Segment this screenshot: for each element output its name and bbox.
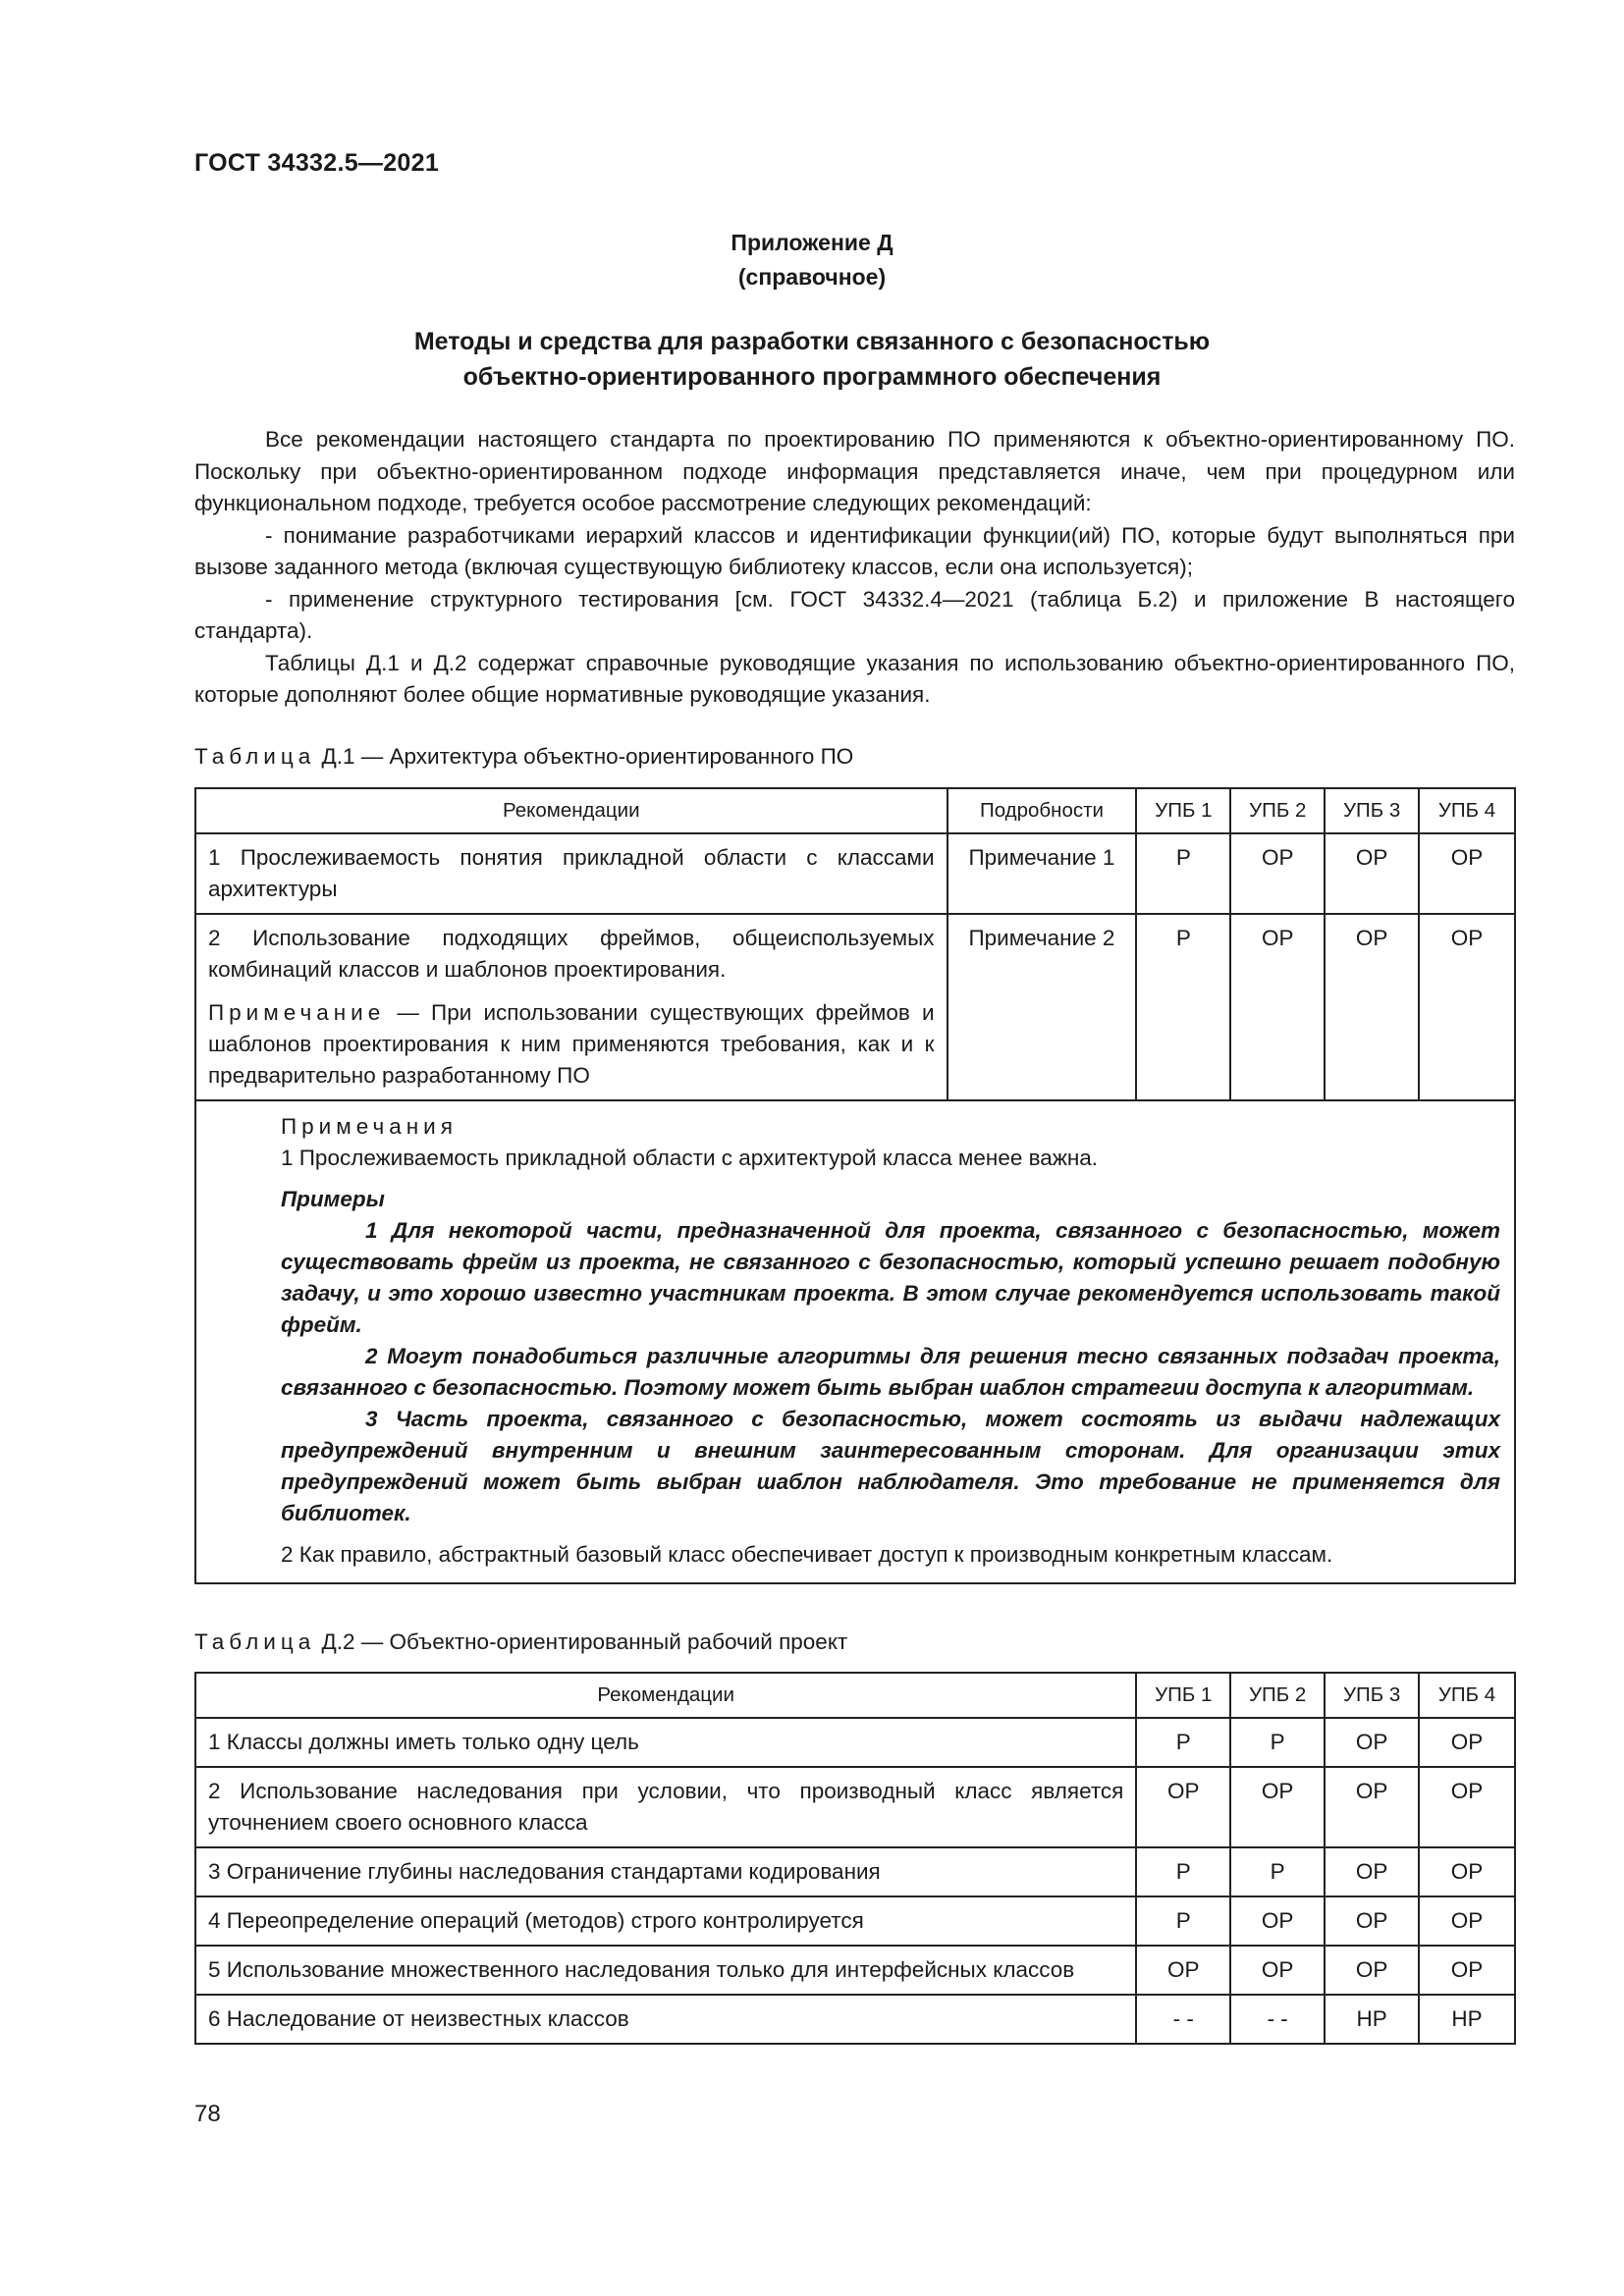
table2-upb-cell: ОР xyxy=(1230,1767,1325,1847)
table1-header-row xyxy=(195,788,1515,833)
table2-upb-cell: ОР xyxy=(1136,1946,1230,1995)
table2-upb-cell: ОР xyxy=(1419,1718,1515,1767)
table-row xyxy=(195,914,1515,1100)
table2-upb-cell: ОР xyxy=(1325,1767,1419,1847)
table2-upb-cell: ОР xyxy=(1325,1847,1419,1896)
table2-upb-cell: Р xyxy=(1136,1896,1230,1946)
table2-caption-word: Таблица xyxy=(194,1629,316,1654)
table1-notes-cell xyxy=(195,1100,1515,1583)
appendix-heading xyxy=(0,226,1624,294)
table1-rec-cell: 1 Прослеживаемость понятия прикладной области с классами архитектуры xyxy=(195,833,947,914)
table1-upb-cell: ОР xyxy=(1230,914,1325,1100)
inline-note-text: — При использовании существующих фреймов и шаблонов проектирования к ним применяются требования, как и к предварительно разработанному ПО xyxy=(208,1000,935,1088)
table1-upb-cell: Р xyxy=(1136,833,1230,914)
table2-rec-cell: 2 Использование наследования при условии, что производный класс является уточнением своего основного класса xyxy=(195,1767,1136,1847)
appendix-subtitle: (справочное) xyxy=(737,264,887,290)
table-row xyxy=(195,1995,1515,2044)
table1-caption xyxy=(194,744,853,770)
table1-header-cell: УПБ 2 xyxy=(1230,788,1325,833)
table2-upb-cell: - - xyxy=(1230,1995,1325,2044)
table-row xyxy=(195,1847,1515,1896)
table2-rec-cell: 3 Ограничение глубины наследования стандартами кодирования xyxy=(195,1847,1136,1896)
examples-heading: Примеры xyxy=(281,1187,385,1211)
table2-rec-cell: 6 Наследование от неизвестных классов xyxy=(195,1995,1136,2044)
page-number: 78 xyxy=(194,2101,221,2127)
table2-upb-cell: ОР xyxy=(1325,1896,1419,1946)
section-title xyxy=(0,324,1624,395)
example-item: 3 Часть проекта, связанного с безопасностью, может состоять из выдачи надлежащих предупреждений внутренним и внешним заинтересованным сторонам. Для организации этих предупреждений может быть выбран шаблон наблюдателя. Это требование не применяется для библиотек. xyxy=(281,1407,1500,1525)
table2-header-cell: Рекомендации xyxy=(195,1673,1136,1718)
table1-upb-cell: ОР xyxy=(1419,833,1515,914)
table2-upb-cell: Р xyxy=(1136,1847,1230,1896)
table1-upb-cell: ОР xyxy=(1325,833,1419,914)
table2-upb-cell: ОР xyxy=(1325,1946,1419,1995)
table-row xyxy=(195,1718,1515,1767)
table1-caption-word: Таблица xyxy=(194,744,316,769)
table1-header-cell: Рекомендации xyxy=(195,788,947,833)
intro-paragraph: Все рекомендации настоящего стандарта по проектированию ПО применяются к объектно-ориентированному ПО. Поскольку при объектно-ориентированном подходе информация представляется иначе, чем при процедурном или функциональном подходе, требуется особое рассмотрение следующих рекомендаций: xyxy=(194,427,1515,515)
table2 xyxy=(194,1672,1516,2045)
section-title-line1: Методы и средства для разработки связанного с безопасностью xyxy=(413,328,1211,355)
table2-upb-cell: ОР xyxy=(1325,1718,1419,1767)
table2-header-cell: УПБ 3 xyxy=(1325,1673,1419,1718)
table1-inline-note xyxy=(208,997,935,1092)
table1-upb-cell: ОР xyxy=(1325,914,1419,1100)
table2-upb-cell: Р xyxy=(1230,1718,1325,1767)
table2-header-cell: УПБ 1 xyxy=(1136,1673,1230,1718)
example-item: 1 Для некоторой части, предназначенной для проекта, связанного с безопасностью, может существовать фрейм из проекта, не связанного с безопасностью, который успешно решает подобную задачу, и это хорошо известно участникам проекта. В этом случае рекомендуется использовать такой фрейм. xyxy=(281,1218,1500,1337)
table1-upb-cell: Р xyxy=(1136,914,1230,1100)
table2-upb-cell: ОР xyxy=(1419,1946,1515,1995)
table2-upb-cell: НР xyxy=(1325,1995,1419,2044)
table-row xyxy=(195,1767,1515,1847)
table2-rec-cell: 1 Классы должны иметь только одну цель xyxy=(195,1718,1136,1767)
table-row xyxy=(195,833,1515,914)
intro-bullet: - применение структурного тестирования [см. ГОСТ 34332.4—2021 (таблица Б.2) и приложение В настоящего стандарта). xyxy=(194,586,1515,643)
table2-upb-cell: ОР xyxy=(1230,1896,1325,1946)
table2-rec-cell: 5 Использование множественного наследования только для интерфейсных классов xyxy=(195,1946,1136,1995)
table2-upb-cell: ОР xyxy=(1419,1847,1515,1896)
table2-upb-cell: НР xyxy=(1419,1995,1515,2044)
table-row xyxy=(195,1946,1515,1995)
table2-upb-cell: ОР xyxy=(1419,1896,1515,1946)
table1-header-cell: Подробности xyxy=(947,788,1137,833)
note-item: 1 Прослеживаемость прикладной области с архитектурой класса менее важна. xyxy=(281,1146,1099,1170)
document-header: ГОСТ 34332.5—2021 xyxy=(194,149,440,177)
table1-details-cell: Примечание 2 xyxy=(947,914,1137,1100)
table1-upb-cell: ОР xyxy=(1419,914,1515,1100)
table1-upb-cell: ОР xyxy=(1230,833,1325,914)
table1 xyxy=(194,787,1516,1584)
notes-heading: Примечания xyxy=(281,1114,458,1139)
intro-paragraph: Таблицы Д.1 и Д.2 содержат справочные руководящие указания по использованию объектно-ориентированного ПО, которые дополняют более общие нормативные руководящие указания. xyxy=(194,650,1515,707)
table1-header-cell: УПБ 1 xyxy=(1136,788,1230,833)
example-item: 2 Могут понадобиться различные алгоритмы для решения тесно связанных подзадач проекта, связанного с безопасностью. Поэтому может быть выбран шаблон стратегии доступа к алгоритмам. xyxy=(281,1344,1500,1400)
table1-rec-text: 2 Использование подходящих фреймов, общеиспользуемых комбинаций классов и шаблонов проектирования. xyxy=(208,926,935,982)
table1-header-cell: УПБ 3 xyxy=(1325,788,1419,833)
intro-bullet: - понимание разработчиками иерархий классов и идентификации функции(ий) ПО, которые будут выполняться при вызове заданного метода (включая существующую библиотеку классов, если она используется); xyxy=(194,522,1515,579)
table1-caption-text: Д.1 — Архитектура объектно-ориентированного ПО xyxy=(321,744,854,769)
table2-caption-text: Д.2 — Объектно-ориентированный рабочий проект xyxy=(321,1629,848,1654)
table2-upb-cell: Р xyxy=(1230,1847,1325,1896)
appendix-title: Приложение Д xyxy=(731,230,893,255)
table1-header-cell: УПБ 4 xyxy=(1419,788,1515,833)
table2-upb-cell: - - xyxy=(1136,1995,1230,2044)
table2-upb-cell: ОР xyxy=(1419,1767,1515,1847)
intro-text xyxy=(194,424,1515,712)
table2-header-row xyxy=(195,1673,1515,1718)
table2-rec-cell: 4 Переопределение операций (методов) строго контролируется xyxy=(195,1896,1136,1946)
table2-header-cell: УПБ 4 xyxy=(1419,1673,1515,1718)
table-row xyxy=(195,1896,1515,1946)
table2-upb-cell: Р xyxy=(1136,1718,1230,1767)
table2-header-cell: УПБ 2 xyxy=(1230,1673,1325,1718)
table1-rec-cell xyxy=(195,914,947,1100)
note-item: 2 Как правило, абстрактный базовый класс обеспечивает доступ к производным конкретным классам. xyxy=(281,1542,1333,1567)
table2-upb-cell: ОР xyxy=(1136,1767,1230,1847)
table2-upb-cell: ОР xyxy=(1230,1946,1325,1995)
section-title-line2: объектно-ориентированного программного обеспечения xyxy=(462,363,1162,391)
table2-caption xyxy=(194,1629,847,1655)
inline-note-word: Примечание xyxy=(208,1000,386,1025)
table1-notes-row xyxy=(195,1100,1515,1583)
table1-details-cell: Примечание 1 xyxy=(947,833,1137,914)
